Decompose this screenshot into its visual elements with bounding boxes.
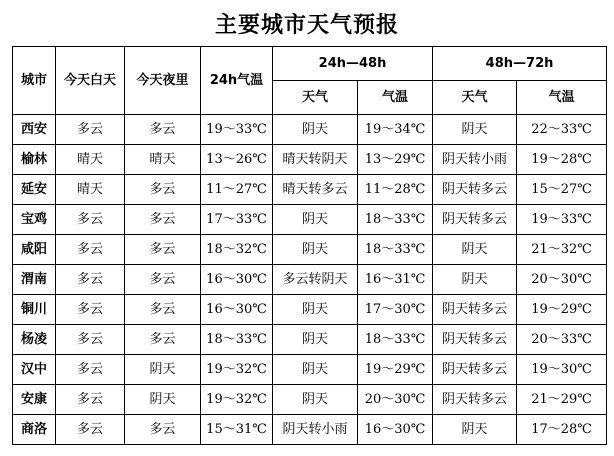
temp-48-cell: 18～33℃ [358,205,433,235]
weather-48-cell: 阴天 [273,385,358,415]
temp-72-cell: 21～29℃ [517,385,607,415]
city-cell: 渭南 [13,265,56,295]
table-row [13,385,607,415]
weather-48-cell: 阴天 [273,115,358,145]
temp-24h-cell: 18～32℃ [201,235,273,265]
weather-72-cell: 阴天转多云 [433,325,517,355]
temp-24h-cell: 13～26℃ [201,145,273,175]
header-weather-72: 天气 [433,81,517,115]
city-cell: 延安 [13,175,56,205]
weather-72-cell: 阴天转多云 [433,175,517,205]
table-row [13,265,607,295]
tonight-cell: 多云 [125,265,201,295]
table-row [13,415,607,445]
header-temp-24h: 24h气温 [201,47,273,115]
tonight-cell: 晴天 [125,145,201,175]
weather-72-cell: 阴天转多云 [433,295,517,325]
today-day-cell: 多云 [56,385,125,415]
temp-72-cell: 19～29℃ [517,295,607,325]
today-day-cell: 多云 [56,115,125,145]
temp-72-cell: 19～28℃ [517,145,607,175]
tonight-cell: 阴天 [125,355,201,385]
temp-24h-cell: 15～31℃ [201,415,273,445]
tonight-cell: 多云 [125,175,201,205]
temp-24h-cell: 17～33℃ [201,205,273,235]
city-cell: 宝鸡 [13,205,56,235]
header-today-day: 今天白天 [56,47,125,115]
temp-24h-cell: 18～33℃ [201,325,273,355]
weather-48-cell: 阴天 [273,205,358,235]
header-group-24-48: 24h—48h [273,47,433,81]
today-day-cell: 多云 [56,415,125,445]
temp-24h-cell: 19～32℃ [201,355,273,385]
city-cell: 汉中 [13,355,56,385]
header-city: 城市 [13,47,56,115]
weather-48-cell: 阴天 [273,235,358,265]
page-title: 主要城市天气预报 [214,13,399,38]
temp-72-cell: 19～33℃ [517,205,607,235]
temp-72-cell: 17～28℃ [517,415,607,445]
temp-72-cell: 15～27℃ [517,175,607,205]
weather-72-cell: 阴天转多云 [433,205,517,235]
tonight-cell: 多云 [125,325,201,355]
temp-72-cell: 22～33℃ [517,115,607,145]
temp-48-cell: 16～31℃ [358,265,433,295]
weather-48-cell: 阴天 [273,325,358,355]
temp-72-cell: 21～32℃ [517,235,607,265]
city-cell: 杨凌 [13,325,56,355]
table-row [13,205,607,235]
tonight-cell: 多云 [125,205,201,235]
city-cell: 榆林 [13,145,56,175]
temp-48-cell: 18～33℃ [358,235,433,265]
table-row [13,295,607,325]
table-row [13,145,607,175]
today-day-cell: 多云 [56,295,125,325]
weather-72-cell: 阴天转小雨 [433,145,517,175]
header-row-1 [13,47,607,81]
weather-72-cell: 阴天转多云 [433,355,517,385]
table-row [13,175,607,205]
header-temp-72: 气温 [517,81,607,115]
temp-24h-cell: 16～30℃ [201,265,273,295]
today-day-cell: 晴天 [56,145,125,175]
table-row [13,355,607,385]
temp-24h-cell: 19～33℃ [201,115,273,145]
temp-24h-cell: 16～30℃ [201,295,273,325]
temp-24h-cell: 19～32℃ [201,385,273,415]
table-row [13,115,607,145]
today-day-cell: 多云 [56,355,125,385]
tonight-cell: 多云 [125,295,201,325]
table-row [13,325,607,355]
temp-48-cell: 20～30℃ [358,385,433,415]
temp-48-cell: 11～28℃ [358,175,433,205]
temp-48-cell: 17～30℃ [358,295,433,325]
weather-72-cell: 阴天转多云 [433,385,517,415]
tonight-cell: 阴天 [125,385,201,415]
forecast-table [12,46,607,445]
city-cell: 咸阳 [13,235,56,265]
tonight-cell: 多云 [125,235,201,265]
weather-72-cell: 阴天 [433,265,517,295]
temp-48-cell: 19～34℃ [358,115,433,145]
weather-48-cell: 晴天转多云 [273,175,358,205]
weather-48-cell: 阴天转小雨 [273,415,358,445]
weather-72-cell: 阴天 [433,115,517,145]
temp-72-cell: 19～30℃ [517,355,607,385]
temp-24h-cell: 11～27℃ [201,175,273,205]
header-temp-48: 气温 [358,81,433,115]
weather-48-cell: 晴天转阴天 [273,145,358,175]
today-day-cell: 多云 [56,265,125,295]
temp-72-cell: 20～33℃ [517,325,607,355]
table-row [13,235,607,265]
temp-48-cell: 13～29℃ [358,145,433,175]
weather-48-cell: 多云转阴天 [273,265,358,295]
weather-72-cell: 阴天 [433,415,517,445]
temp-48-cell: 19～29℃ [358,355,433,385]
city-cell: 西安 [13,115,56,145]
today-day-cell: 多云 [56,235,125,265]
city-cell: 商洛 [13,415,56,445]
tonight-cell: 多云 [125,415,201,445]
header-tonight: 今天夜里 [125,47,201,115]
today-day-cell: 多云 [56,205,125,235]
today-day-cell: 晴天 [56,175,125,205]
temp-48-cell: 16～30℃ [358,415,433,445]
tonight-cell: 多云 [125,115,201,145]
header-weather-48: 天气 [273,81,358,115]
today-day-cell: 多云 [56,325,125,355]
city-cell: 安康 [13,385,56,415]
weather-48-cell: 阴天 [273,355,358,385]
header-group-48-72: 48h—72h [433,47,607,81]
temp-72-cell: 20～30℃ [517,265,607,295]
city-cell: 铜川 [13,295,56,325]
weather-48-cell: 阴天 [273,295,358,325]
temp-48-cell: 18～33℃ [358,325,433,355]
weather-72-cell: 阴天 [433,235,517,265]
